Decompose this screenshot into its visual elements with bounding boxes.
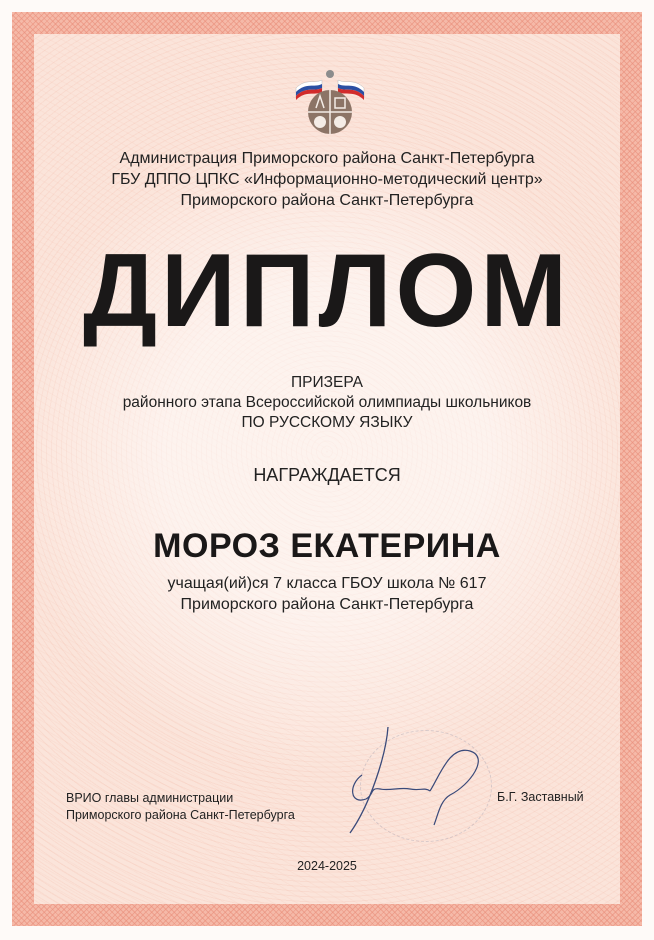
- awarded-label: НАГРАЖДАЕТСЯ: [253, 465, 401, 485]
- signature-icon: [330, 725, 500, 835]
- recipient-details: [0, 573, 654, 615]
- organization-line-1: Администрация Приморского района Санкт-Петербурга: [119, 150, 535, 167]
- award-subject: ПО РУССКОМУ ЯЗЫКУ: [241, 414, 413, 431]
- signatory-position-line-2: Приморского района Санкт-Петербурга: [66, 808, 295, 822]
- organization-header: [0, 148, 654, 211]
- award-event: районного этапа Всероссийской олимпиады школьников: [122, 394, 532, 411]
- signatory-position-line-1: ВРИО главы администрации: [66, 791, 234, 805]
- organization-line-3: Приморского района Санкт-Петербурга: [180, 192, 474, 209]
- recipient-district: Приморского района Санкт-Петербурга: [180, 596, 474, 613]
- diploma-title: ДИПЛОМ: [82, 233, 572, 349]
- olympiad-logo-icon: [290, 62, 370, 142]
- award-description: [0, 373, 654, 433]
- recipient-name: МОРОЗ ЕКАТЕРИНА: [153, 527, 501, 565]
- signatory-name: Б.Г. Заставный: [497, 790, 584, 804]
- recipient-school: учащая(ий)ся 7 класса ГБОУ школа № 617: [167, 575, 487, 592]
- signatory-position: [66, 790, 295, 824]
- academic-year: 2024-2025: [297, 859, 357, 873]
- award-status: ПРИЗЕРА: [291, 374, 363, 391]
- organization-line-2: ГБУ ДППО ЦПКС «Информационно-методический центр»: [111, 171, 543, 188]
